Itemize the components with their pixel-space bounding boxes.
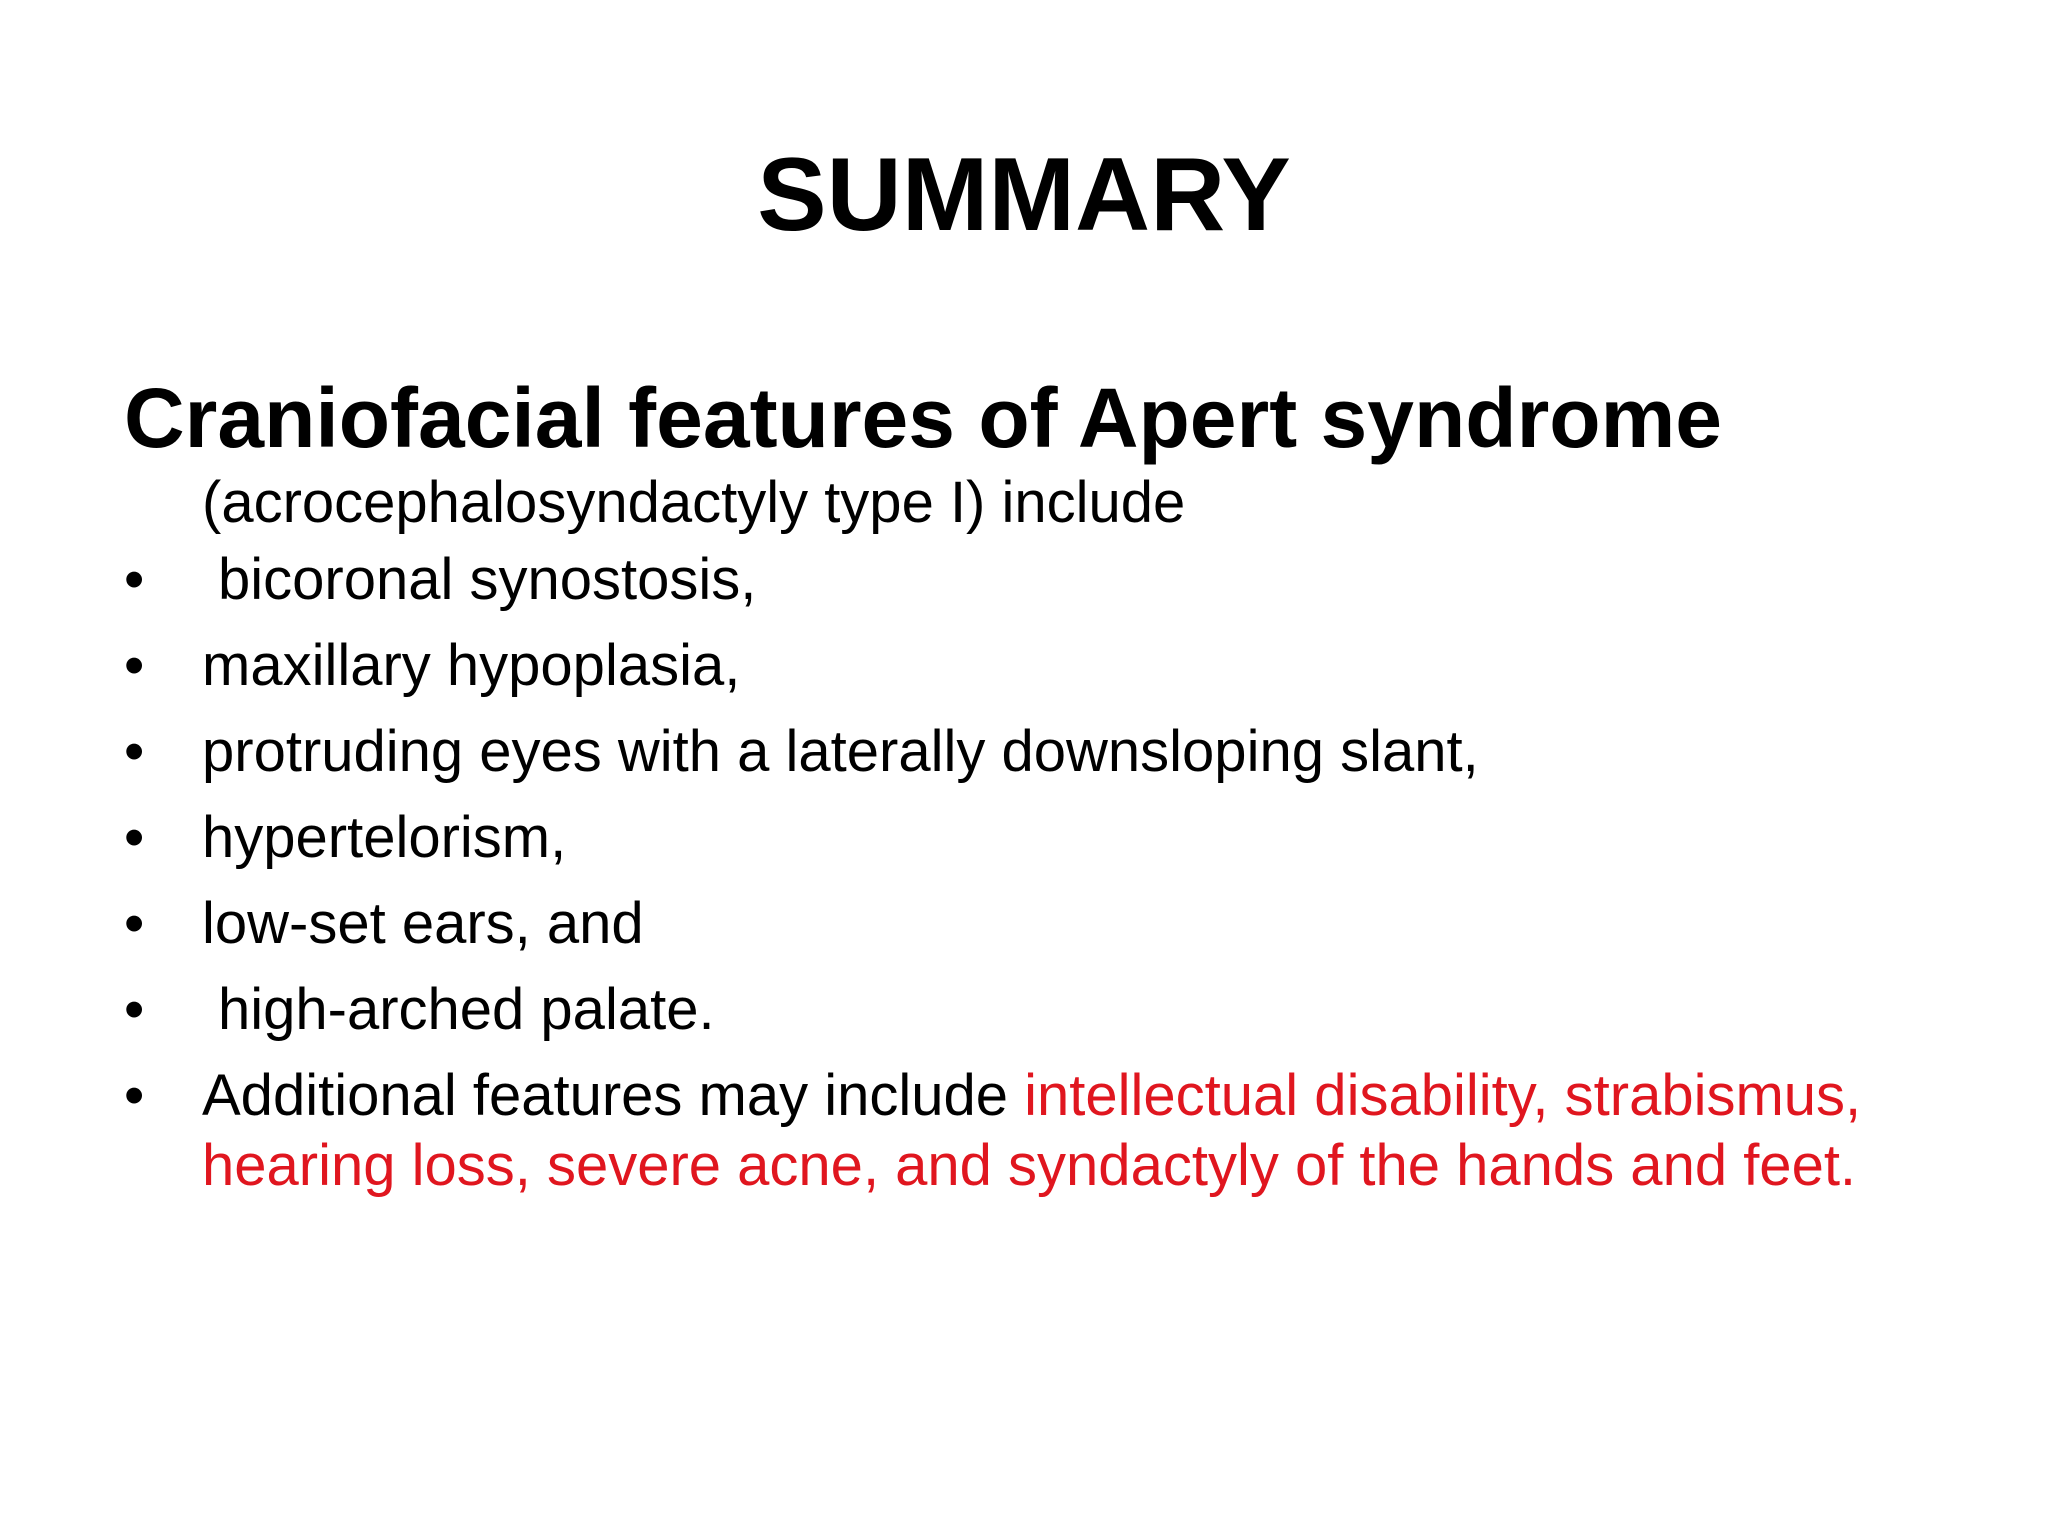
feature-bullet-list [124, 545, 1944, 1217]
bullet-item-additional-features [124, 1061, 1982, 1201]
bullet-marker: • [124, 891, 145, 956]
bullet-marker: • [124, 805, 145, 870]
highlighted-additional-features: intellectual disability, strabismus, hearing loss, severe acne, and syndactyly of the hands and feet. [202, 1063, 1862, 1198]
bullet-marker: • [124, 633, 145, 698]
bullet-item-hypertelorism [124, 803, 1944, 873]
bullet-marker: • [124, 977, 145, 1042]
bullet-marker: • [124, 719, 145, 784]
slide-title: SUMMARY [757, 137, 1291, 253]
section-subheading: (acrocephalosyndactyly type I) include [202, 470, 1186, 535]
bullet-text-prefix: Additional features may include [202, 1063, 1025, 1128]
bullet-text: high-arched palate. [218, 977, 715, 1042]
section-heading: Craniofacial features of Apert syndrome [124, 371, 1722, 465]
bullet-text: protruding eyes with a laterally downsloping slant, [202, 719, 1479, 784]
bullet-text: maxillary hypoplasia, [202, 633, 741, 698]
bullet-item-protruding-eyes [124, 717, 1944, 787]
bullet-text: hypertelorism, [202, 805, 567, 870]
bullet-marker: • [124, 547, 145, 612]
bullet-item-bicoronal-synostosis [124, 545, 1944, 615]
bullet-item-low-set-ears [124, 889, 1944, 959]
bullet-item-high-arched-palate [124, 975, 1944, 1045]
bullet-text: low-set ears, and [202, 891, 644, 956]
bullet-text: bicoronal synostosis, [218, 547, 757, 612]
bullet-marker: • [124, 1063, 145, 1128]
bullet-item-maxillary-hypoplasia [124, 631, 1944, 701]
